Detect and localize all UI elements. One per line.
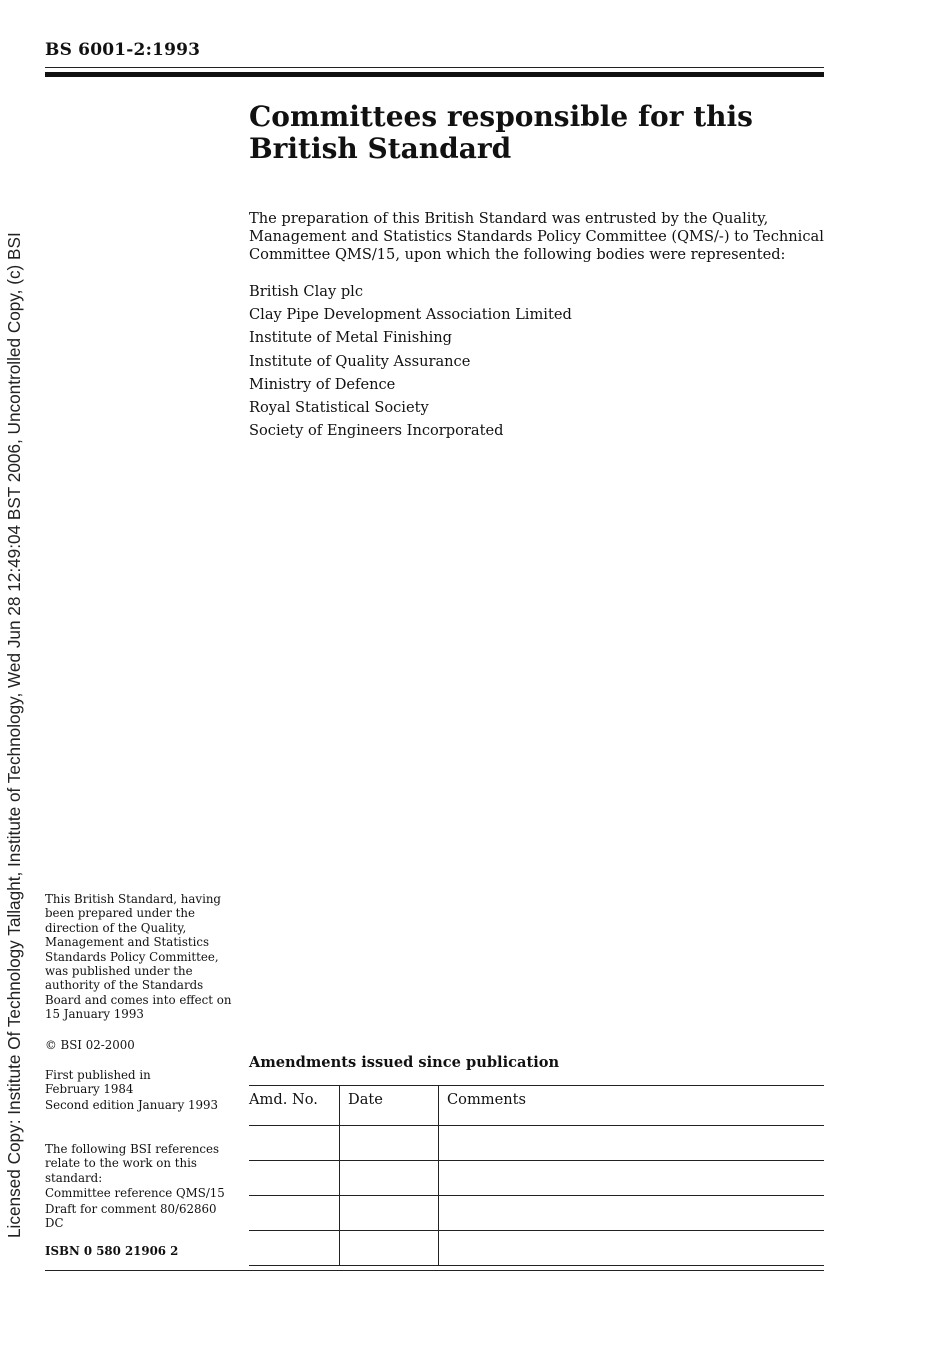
header-rule-thick xyxy=(45,72,824,77)
column-header-comments: Comments xyxy=(439,1086,825,1126)
table-cell xyxy=(249,1231,340,1266)
list-item: Royal Statistical Society xyxy=(249,399,429,417)
references-intro: The following BSI references relate to the work on this standard: xyxy=(45,1142,220,1185)
table-row xyxy=(249,1126,824,1161)
document-code: BS 6001-2:1993 xyxy=(45,40,201,60)
column-header-amd-no: Amd. No. xyxy=(249,1086,340,1126)
list-item: Institute of Metal Finishing xyxy=(249,329,453,347)
table-cell xyxy=(340,1161,439,1196)
list-item: Ministry of Defence xyxy=(249,375,396,393)
draft-reference: Draft for comment 80/62860 DC xyxy=(45,1202,217,1231)
page-title: Committees responsible for this British Standard xyxy=(249,100,753,165)
table-cell xyxy=(249,1126,340,1161)
license-watermark: Licensed Copy: Institute Of Technology Tallaght, Institute of Technology, Wed Jun 28 12:49:04 BST 2006, Uncontrolled Copy, (c) BSI xyxy=(4,232,24,1238)
list-item: Institute of Quality Assurance xyxy=(249,352,471,370)
intro-paragraph: The preparation of this British Standard was entrusted by the Quality, Management and Statistics Standards Policy Committee (QMS/-) to Technical Committee QMS/15, upon which the following bodies were represented: xyxy=(249,210,824,263)
table-cell xyxy=(439,1126,825,1161)
first-published-note: First published in February 1984 xyxy=(45,1068,151,1097)
table-row xyxy=(249,1161,824,1196)
second-edition-note: Second edition January 1993 xyxy=(45,1098,219,1112)
table-cell xyxy=(340,1126,439,1161)
represented-bodies-list xyxy=(249,280,824,442)
copyright-note: © BSI 02-2000 xyxy=(45,1038,135,1052)
list-item: British Clay plc xyxy=(249,283,364,300)
list-item: Society of Engineers Incorporated xyxy=(249,422,504,440)
footer-rule xyxy=(45,1270,824,1271)
table-row xyxy=(249,1231,824,1266)
table-row xyxy=(249,1196,824,1231)
committee-reference: Committee reference QMS/15 xyxy=(45,1186,225,1200)
table-cell xyxy=(249,1196,340,1231)
table-cell xyxy=(340,1196,439,1231)
authority-note: This British Standard, having been prepared under the direction of the Quality, Management and Statistics Standards Policy Committee, was published under the authority of the Standards Board and comes into effect on 15 January 1993 xyxy=(45,892,232,1022)
list-item: Clay Pipe Development Association Limited xyxy=(249,306,572,324)
isbn: ISBN 0 580 21906 2 xyxy=(45,1244,179,1258)
table-cell xyxy=(249,1161,340,1196)
table-cell xyxy=(439,1231,825,1266)
table-header-row xyxy=(249,1086,824,1126)
header-rule-thin xyxy=(45,67,824,68)
amendments-heading: Amendments issued since publication xyxy=(249,1054,560,1071)
column-header-date: Date xyxy=(340,1086,439,1126)
table-cell xyxy=(439,1196,825,1231)
amendments-table xyxy=(249,1085,824,1266)
table-cell xyxy=(340,1231,439,1266)
table-cell xyxy=(439,1161,825,1196)
